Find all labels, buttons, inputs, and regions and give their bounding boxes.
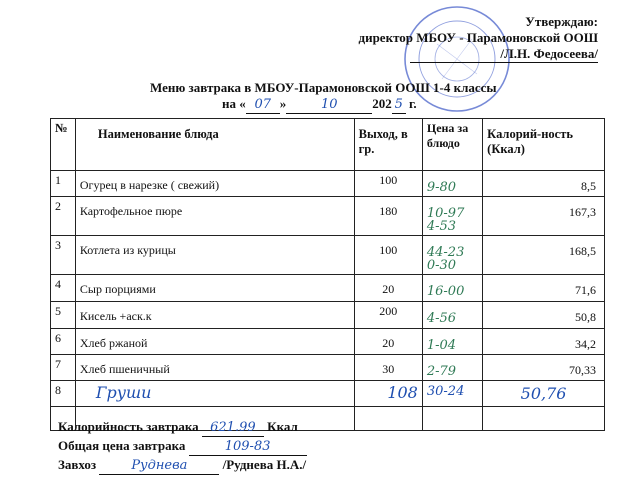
menu-year-digit: 5 <box>392 97 406 114</box>
dish-calories: 168,5 <box>483 236 605 275</box>
header-price: Цена за блюдо <box>422 119 482 171</box>
dish-output: 100 <box>354 236 422 275</box>
dish-price: 16-00 <box>422 275 482 302</box>
footer-calories: Калорийность завтрака 621.99 Ккал <box>58 419 298 435</box>
dish-name: Котлета из курицы <box>75 236 354 275</box>
dish-calories: 71,6 <box>483 275 605 302</box>
dish-output: 108 <box>354 381 422 407</box>
dish-output: 200 <box>354 302 422 329</box>
dish-calories: 50,76 <box>483 381 605 407</box>
table-row: 2 Картофельное пюре 180 10-97 4-53 167,3 <box>51 197 605 236</box>
dish-name: Огурец в нарезке ( свежий) <box>75 171 354 197</box>
dish-name: Груши <box>75 381 354 407</box>
dish-price: 4-56 <box>422 302 482 329</box>
dish-price: 2-79 <box>422 355 482 381</box>
table-row: 4 Сыр порциями 20 16-00 71,6 <box>51 275 605 302</box>
table-row: 6 Хлеб ржаной 20 1-04 34,2 <box>51 329 605 355</box>
dish-calories: 34,2 <box>483 329 605 355</box>
header-calories: Калорий-ность (Ккал) <box>483 119 605 171</box>
manager-name: /Руднева Н.А./ <box>222 457 307 472</box>
menu-date-line: на « 07 » 10 202 5 г. <box>222 96 417 112</box>
approval-signatory: /Л.Н. Федосеева/ <box>410 46 598 63</box>
dish-calories: 167,3 <box>483 197 605 236</box>
menu-day: 07 <box>246 97 280 114</box>
table-row: 5 Кисель +аск.к 200 4-56 50,8 <box>51 302 605 329</box>
dish-output: 30 <box>354 355 422 381</box>
dish-calories: 50,8 <box>483 302 605 329</box>
table-row: 1 Огурец в нарезке ( свежий) 100 9-80 8,5 <box>51 171 605 197</box>
menu-table <box>50 118 605 431</box>
dish-name: Картофельное пюре <box>75 197 354 236</box>
dish-price: 9-80 <box>422 171 482 197</box>
dish-output: 180 <box>354 197 422 236</box>
header-output: Выход, в гр. <box>354 119 422 171</box>
table-row: 7 Хлеб пшеничный 30 2-79 70,33 <box>51 355 605 381</box>
menu-title <box>150 80 520 114</box>
dish-output: 20 <box>354 329 422 355</box>
footer-manager: Завхоз Руднева /Руднева Н.А./ <box>58 457 307 473</box>
menu-footer <box>58 418 307 475</box>
table-row: 3 Котлета из курицы 100 44-23 0-30 168,5 <box>51 236 605 275</box>
menu-month: 10 <box>286 97 372 114</box>
header-name: Наименование блюда <box>75 119 354 171</box>
dish-name: Сыр порциями <box>75 275 354 302</box>
footer-calories-value: 621.99 <box>202 419 264 437</box>
approval-title: Утверждаю: <box>525 14 598 29</box>
dish-output: 100 <box>354 171 422 197</box>
header-num: № <box>51 119 76 171</box>
dish-output: 20 <box>354 275 422 302</box>
dish-name: Кисель +аск.к <box>75 302 354 329</box>
footer-price: Общая цена завтрака 109-83 <box>58 437 307 456</box>
approval-position: директор МБОУ - Парамоновской ООШ <box>358 30 598 45</box>
dish-price: 44-23 0-30 <box>422 236 482 275</box>
manager-signature: Руднева <box>99 457 219 475</box>
dish-name: Хлеб пшеничный <box>75 355 354 381</box>
footer-price-value: 109-83 <box>189 438 307 456</box>
dish-price: 30-24 <box>422 381 482 407</box>
dish-calories: 70,33 <box>483 355 605 381</box>
menu-title-main: Меню завтрака в МБОУ-Парамоновской ООШ 1-4 классы <box>150 80 497 95</box>
approval-block <box>359 14 598 63</box>
table-header-row <box>51 119 605 171</box>
dish-name: Хлеб ржаной <box>75 329 354 355</box>
table-row: 8 Груши 108 30-24 50,76 <box>51 381 605 407</box>
dish-price: 1-04 <box>422 329 482 355</box>
dish-calories: 8,5 <box>483 171 605 197</box>
dish-price: 10-97 4-53 <box>422 197 482 236</box>
